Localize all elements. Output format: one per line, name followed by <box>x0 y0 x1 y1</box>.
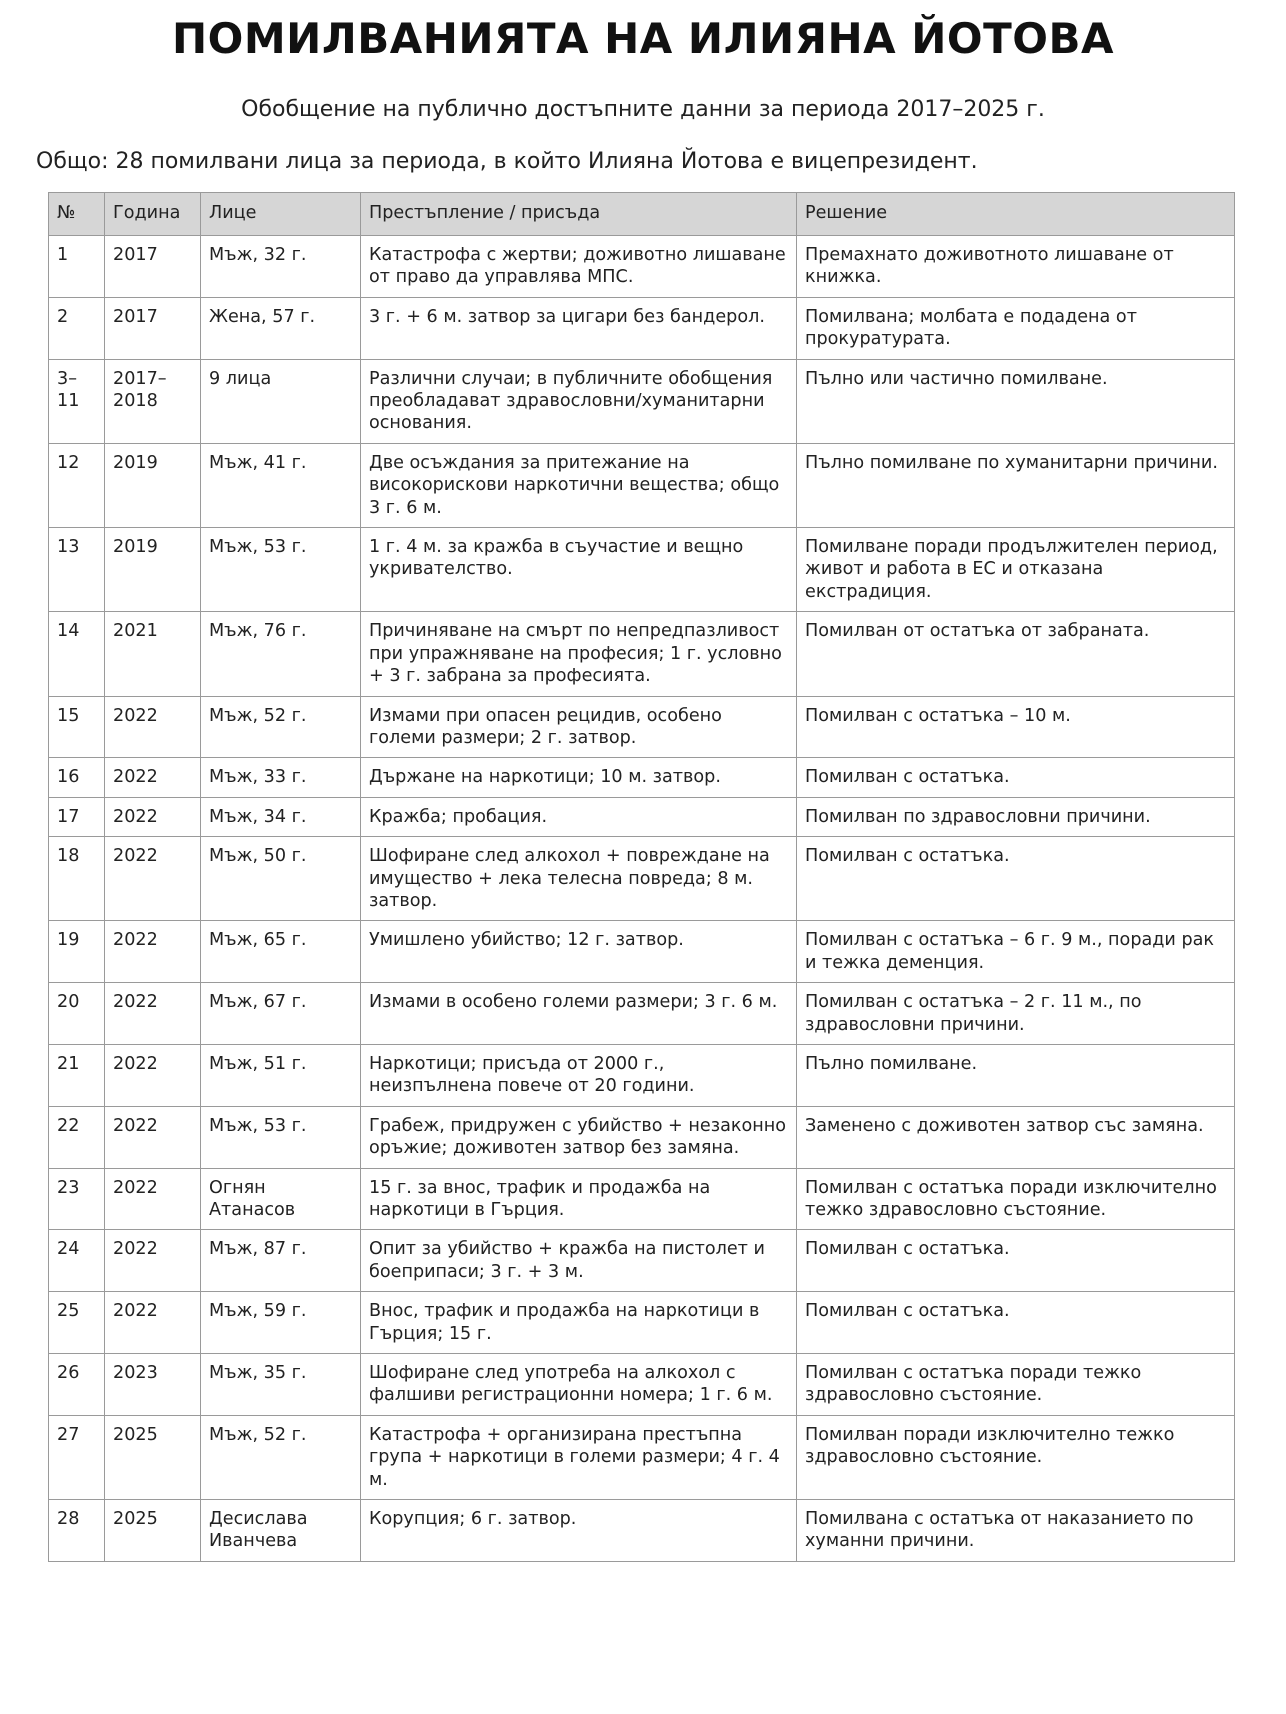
cell-crime: Корупция; 6 г. затвор. <box>361 1500 797 1562</box>
cell-decision: Пълно или частично помилване. <box>797 359 1235 443</box>
cell-decision: Помилвана; молбата е подадена от прокуратурата. <box>797 297 1235 359</box>
cell-person: Десислава Иванчева <box>201 1500 361 1562</box>
cell-number: 2 <box>49 297 105 359</box>
cell-year: 2022 <box>105 983 201 1045</box>
pardons-table <box>48 192 1235 1562</box>
cell-number: 19 <box>49 921 105 983</box>
cell-crime: Причиняване на смърт по непредпазливост при упражняване на професия; 1 г. условно + 3 г. забрана за професията. <box>361 612 797 696</box>
cell-crime: Измами в особено големи размери; 3 г. 6 м. <box>361 983 797 1045</box>
cell-person: Мъж, 52 г. <box>201 696 361 758</box>
cell-person: Мъж, 65 г. <box>201 921 361 983</box>
cell-crime: Внос, трафик и продажба на наркотици в Гърция; 15 г. <box>361 1292 797 1354</box>
cell-number: 3–11 <box>49 359 105 443</box>
cell-number: 1 <box>49 236 105 298</box>
cell-crime: Шофиране след употреба на алкохол с фалшиви регистрационни номера; 1 г. 6 м. <box>361 1354 797 1416</box>
cell-number: 22 <box>49 1106 105 1168</box>
cell-number: 20 <box>49 983 105 1045</box>
cell-crime: Грабеж, придружен с убийство + незаконно оръжие; доживотен затвор без замяна. <box>361 1106 797 1168</box>
table-body <box>49 236 1235 1562</box>
table-row <box>49 1168 1235 1230</box>
cell-crime: Катастрофа + организирана престъпна група + наркотици в големи размери; 4 г. 4 м. <box>361 1415 797 1499</box>
cell-person: Мъж, 59 г. <box>201 1292 361 1354</box>
cell-crime: 1 г. 4 м. за кражба в съучастие и вещно укривателство. <box>361 528 797 612</box>
header-crime: Престъпление / присъда <box>361 193 797 236</box>
cell-year: 2019 <box>105 443 201 527</box>
table-row <box>49 236 1235 298</box>
cell-number: 21 <box>49 1044 105 1106</box>
table-row <box>49 1292 1235 1354</box>
cell-year: 2022 <box>105 1106 201 1168</box>
cell-decision: Помилван с остатъка. <box>797 1292 1235 1354</box>
table-row <box>49 443 1235 527</box>
cell-person: Мъж, 53 г. <box>201 1106 361 1168</box>
cell-year: 2017–2018 <box>105 359 201 443</box>
table-row <box>49 1415 1235 1499</box>
cell-decision: Заменено с доживотен затвор със замяна. <box>797 1106 1235 1168</box>
table-row <box>49 1500 1235 1562</box>
cell-year: 2022 <box>105 797 201 836</box>
cell-person: 9 лица <box>201 359 361 443</box>
table-row <box>49 1044 1235 1106</box>
summary-text: Общо: 28 помилвани лица за периода, в който Илияна Йотова е вицепрезидент. <box>36 149 978 174</box>
cell-year: 2017 <box>105 236 201 298</box>
table-row <box>49 758 1235 797</box>
cell-crime: Кражба; пробация. <box>361 797 797 836</box>
cell-decision: Пълно помилване. <box>797 1044 1235 1106</box>
cell-crime: Държане на наркотици; 10 м. затвор. <box>361 758 797 797</box>
cell-crime: Различни случаи; в публичните обобщения преобладават здравословни/хуманитарни основания. <box>361 359 797 443</box>
table-row <box>49 797 1235 836</box>
cell-number: 28 <box>49 1500 105 1562</box>
cell-person: Огнян Атанасов <box>201 1168 361 1230</box>
cell-decision: Помилван с остатъка. <box>797 758 1235 797</box>
cell-person: Мъж, 87 г. <box>201 1230 361 1292</box>
cell-year: 2022 <box>105 837 201 921</box>
table-row <box>49 297 1235 359</box>
cell-person: Мъж, 32 г. <box>201 236 361 298</box>
table-row <box>49 1106 1235 1168</box>
cell-year: 2022 <box>105 1044 201 1106</box>
cell-decision: Помилван с остатъка поради изключително тежко здравословно състояние. <box>797 1168 1235 1230</box>
table-row <box>49 921 1235 983</box>
cell-person: Мъж, 50 г. <box>201 837 361 921</box>
cell-year: 2022 <box>105 1292 201 1354</box>
cell-year: 2022 <box>105 1230 201 1292</box>
cell-person: Мъж, 53 г. <box>201 528 361 612</box>
cell-decision: Премахнато доживотното лишаване от книжка. <box>797 236 1235 298</box>
header-decision: Решение <box>797 193 1235 236</box>
cell-year: 2022 <box>105 758 201 797</box>
cell-crime: Катастрофа с жертви; доживотно лишаване от право да управлява МПС. <box>361 236 797 298</box>
cell-number: 27 <box>49 1415 105 1499</box>
cell-crime: Измами при опасен рецидив, особено големи размери; 2 г. затвор. <box>361 696 797 758</box>
cell-decision: Помилван с остатъка. <box>797 837 1235 921</box>
table-row <box>49 612 1235 696</box>
cell-decision: Помилван с остатъка – 2 г. 11 м., по здравословни причини. <box>797 983 1235 1045</box>
page-subtitle: Обобщение на публично достъпните данни за периода 2017–2025 г. <box>241 97 1045 122</box>
cell-number: 24 <box>49 1230 105 1292</box>
header-number: № <box>49 193 105 236</box>
cell-person: Мъж, 41 г. <box>201 443 361 527</box>
cell-year: 2017 <box>105 297 201 359</box>
cell-number: 15 <box>49 696 105 758</box>
cell-person: Мъж, 67 г. <box>201 983 361 1045</box>
cell-decision: Помилван с остатъка – 6 г. 9 м., поради рак и тежка деменция. <box>797 921 1235 983</box>
table-row <box>49 1354 1235 1416</box>
page-title: ПОМИЛВАНИЯТА НА ИЛИЯНА ЙОТОВА <box>172 14 1114 63</box>
cell-decision: Помилван с остатъка. <box>797 1230 1235 1292</box>
cell-crime: Шофиране след алкохол + повреждане на имущество + лека телесна повреда; 8 м. затвор. <box>361 837 797 921</box>
cell-decision: Пълно помилване по хуманитарни причини. <box>797 443 1235 527</box>
cell-decision: Помилване поради продължителен период, живот и работа в ЕС и отказана екстрадиция. <box>797 528 1235 612</box>
cell-year: 2025 <box>105 1500 201 1562</box>
cell-year: 2022 <box>105 921 201 983</box>
cell-crime: Умишлено убийство; 12 г. затвор. <box>361 921 797 983</box>
cell-crime: 15 г. за внос, трафик и продажба на наркотици в Гърция. <box>361 1168 797 1230</box>
cell-year: 2019 <box>105 528 201 612</box>
cell-person: Мъж, 76 г. <box>201 612 361 696</box>
header-person: Лице <box>201 193 361 236</box>
header-year: Година <box>105 193 201 236</box>
cell-decision: Помилван с остатъка – 10 м. <box>797 696 1235 758</box>
table-header-row <box>49 193 1235 236</box>
cell-number: 16 <box>49 758 105 797</box>
cell-crime: Опит за убийство + кражба на пистолет и боеприпаси; 3 г. + 3 м. <box>361 1230 797 1292</box>
table-row <box>49 837 1235 921</box>
cell-person: Мъж, 34 г. <box>201 797 361 836</box>
cell-decision: Помилван по здравословни причини. <box>797 797 1235 836</box>
cell-number: 17 <box>49 797 105 836</box>
cell-crime: Наркотици; присъда от 2000 г., неизпълнена повече от 20 години. <box>361 1044 797 1106</box>
cell-number: 14 <box>49 612 105 696</box>
cell-year: 2022 <box>105 1168 201 1230</box>
cell-year: 2023 <box>105 1354 201 1416</box>
cell-decision: Помилван с остатъка поради тежко здравословно състояние. <box>797 1354 1235 1416</box>
cell-number: 13 <box>49 528 105 612</box>
cell-person: Мъж, 52 г. <box>201 1415 361 1499</box>
cell-person: Мъж, 51 г. <box>201 1044 361 1106</box>
cell-number: 23 <box>49 1168 105 1230</box>
cell-crime: 3 г. + 6 м. затвор за цигари без бандерол. <box>361 297 797 359</box>
cell-person: Мъж, 33 г. <box>201 758 361 797</box>
table-row <box>49 1230 1235 1292</box>
table-row <box>49 696 1235 758</box>
cell-number: 12 <box>49 443 105 527</box>
cell-decision: Помилван поради изключително тежко здравословно състояние. <box>797 1415 1235 1499</box>
cell-person: Жена, 57 г. <box>201 297 361 359</box>
cell-number: 26 <box>49 1354 105 1416</box>
cell-decision: Помилвана с остатъка от наказанието по хуманни причини. <box>797 1500 1235 1562</box>
cell-year: 2021 <box>105 612 201 696</box>
cell-number: 25 <box>49 1292 105 1354</box>
table-row <box>49 983 1235 1045</box>
cell-person: Мъж, 35 г. <box>201 1354 361 1416</box>
cell-number: 18 <box>49 837 105 921</box>
cell-crime: Две осъждания за притежание на високорискови наркотични вещества; общо 3 г. 6 м. <box>361 443 797 527</box>
table-row <box>49 528 1235 612</box>
table-row <box>49 359 1235 443</box>
cell-year: 2025 <box>105 1415 201 1499</box>
cell-decision: Помилван от остатъка от забраната. <box>797 612 1235 696</box>
cell-year: 2022 <box>105 696 201 758</box>
